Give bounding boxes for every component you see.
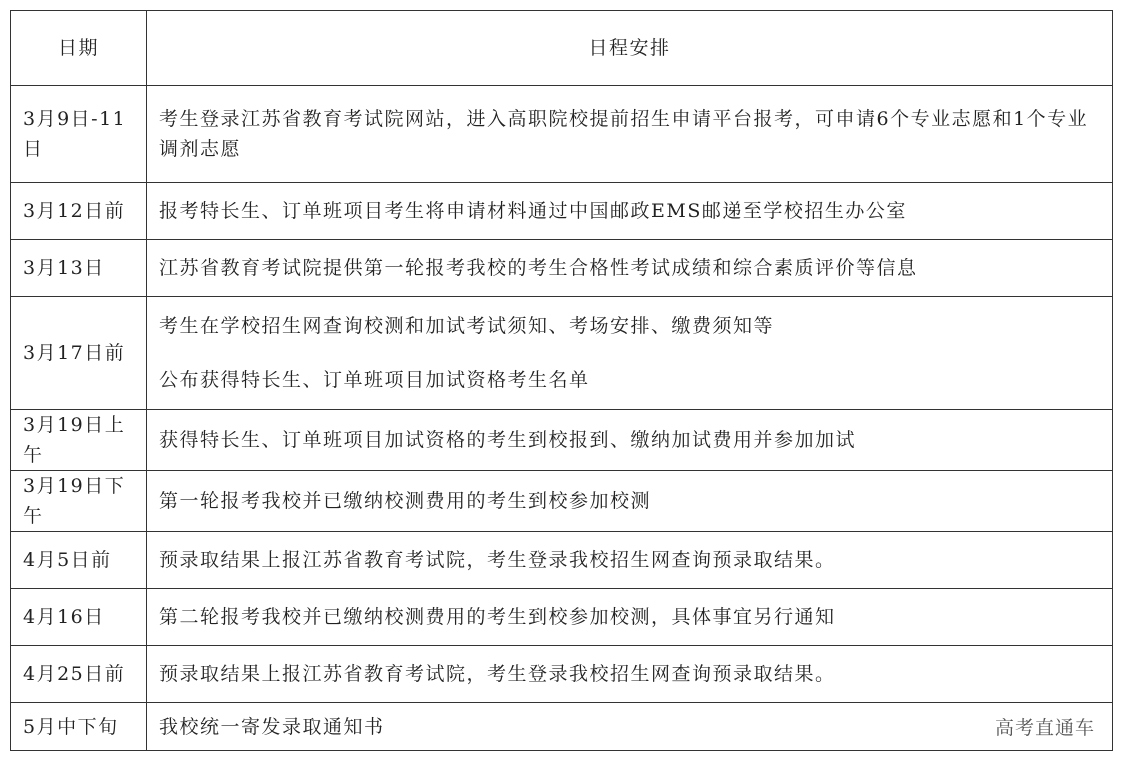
schedule-text: 考生在学校招生网查询校测和加试考试须知、考场安排、缴费须知等 [159,315,775,337]
schedule-text: 预录取结果上报江苏省教育考试院，考生登录我校招生网查询预录取结果。 [159,549,836,571]
table-row [11,86,1113,183]
schedule-cell [147,532,1113,589]
table-row [11,183,1113,240]
schedule-cell [147,703,1113,751]
schedule-text: 江苏省教育考试院提供第一轮报考我校的考生合格性考试成绩和综合素质评价等信息 [159,257,918,279]
table-row [11,589,1113,646]
date-cell: 4月5日前 [11,532,147,589]
schedule-text: 第二轮报考我校并已缴纳校测费用的考生到校参加校测，具体事宜另行通知 [159,606,836,628]
schedule-cell [147,471,1113,532]
schedule-table [10,10,1113,751]
schedule-text: 获得特长生、订单班项目加试资格的考生到校报到、缴纳加试费用并参加加试 [159,429,857,451]
date-cell: 3月9日-11日 [11,86,147,183]
date-cell: 3月19日上午 [11,410,147,471]
date-cell: 3月13日 [11,240,147,297]
date-cell: 3月12日前 [11,183,147,240]
table-row [11,532,1113,589]
date-cell: 4月16日 [11,589,147,646]
date-cell: 5月中下旬 [11,703,147,751]
date-cell: 4月25日前 [11,646,147,703]
schedule-text: 我校统一寄发录取通知书 [159,715,385,738]
schedule-cell [147,86,1113,183]
table-row [11,410,1113,471]
schedule-text: 预录取结果上报江苏省教育考试院，考生登录我校招生网查询预录取结果。 [159,663,836,685]
schedule-text: 考生登录江苏省教育考试院网站，进入高职院校提前招生申请平台报考，可申请6个专业志愿和1个专业调剂志愿 [159,108,1089,160]
schedule-cell [147,589,1113,646]
schedule-text: 报考特长生、订单班项目考生将申请材料通过中国邮政EMS邮递至学校招生办公室 [159,200,907,222]
schedule-cell [147,183,1113,240]
schedule-cell [147,410,1113,471]
schedule-cell [147,240,1113,297]
header-row [11,11,1113,86]
table-row [11,471,1113,532]
date-cell: 3月17日前 [11,297,147,410]
date-cell: 3月19日下午 [11,471,147,532]
schedule-cell [147,646,1113,703]
table-row [11,297,1113,410]
header-schedule: 日程安排 [147,11,1113,86]
header-date: 日期 [11,11,147,86]
watermark: 高考直通车 [994,717,1095,739]
table-row [11,703,1113,751]
schedule-text: 第一轮报考我校并已缴纳校测费用的考生到校参加校测 [159,490,652,512]
schedule-text: 公布获得特长生、订单班项目加试资格考生名单 [159,369,590,391]
schedule-cell [147,297,1113,410]
table-row [11,240,1113,297]
table-row [11,646,1113,703]
